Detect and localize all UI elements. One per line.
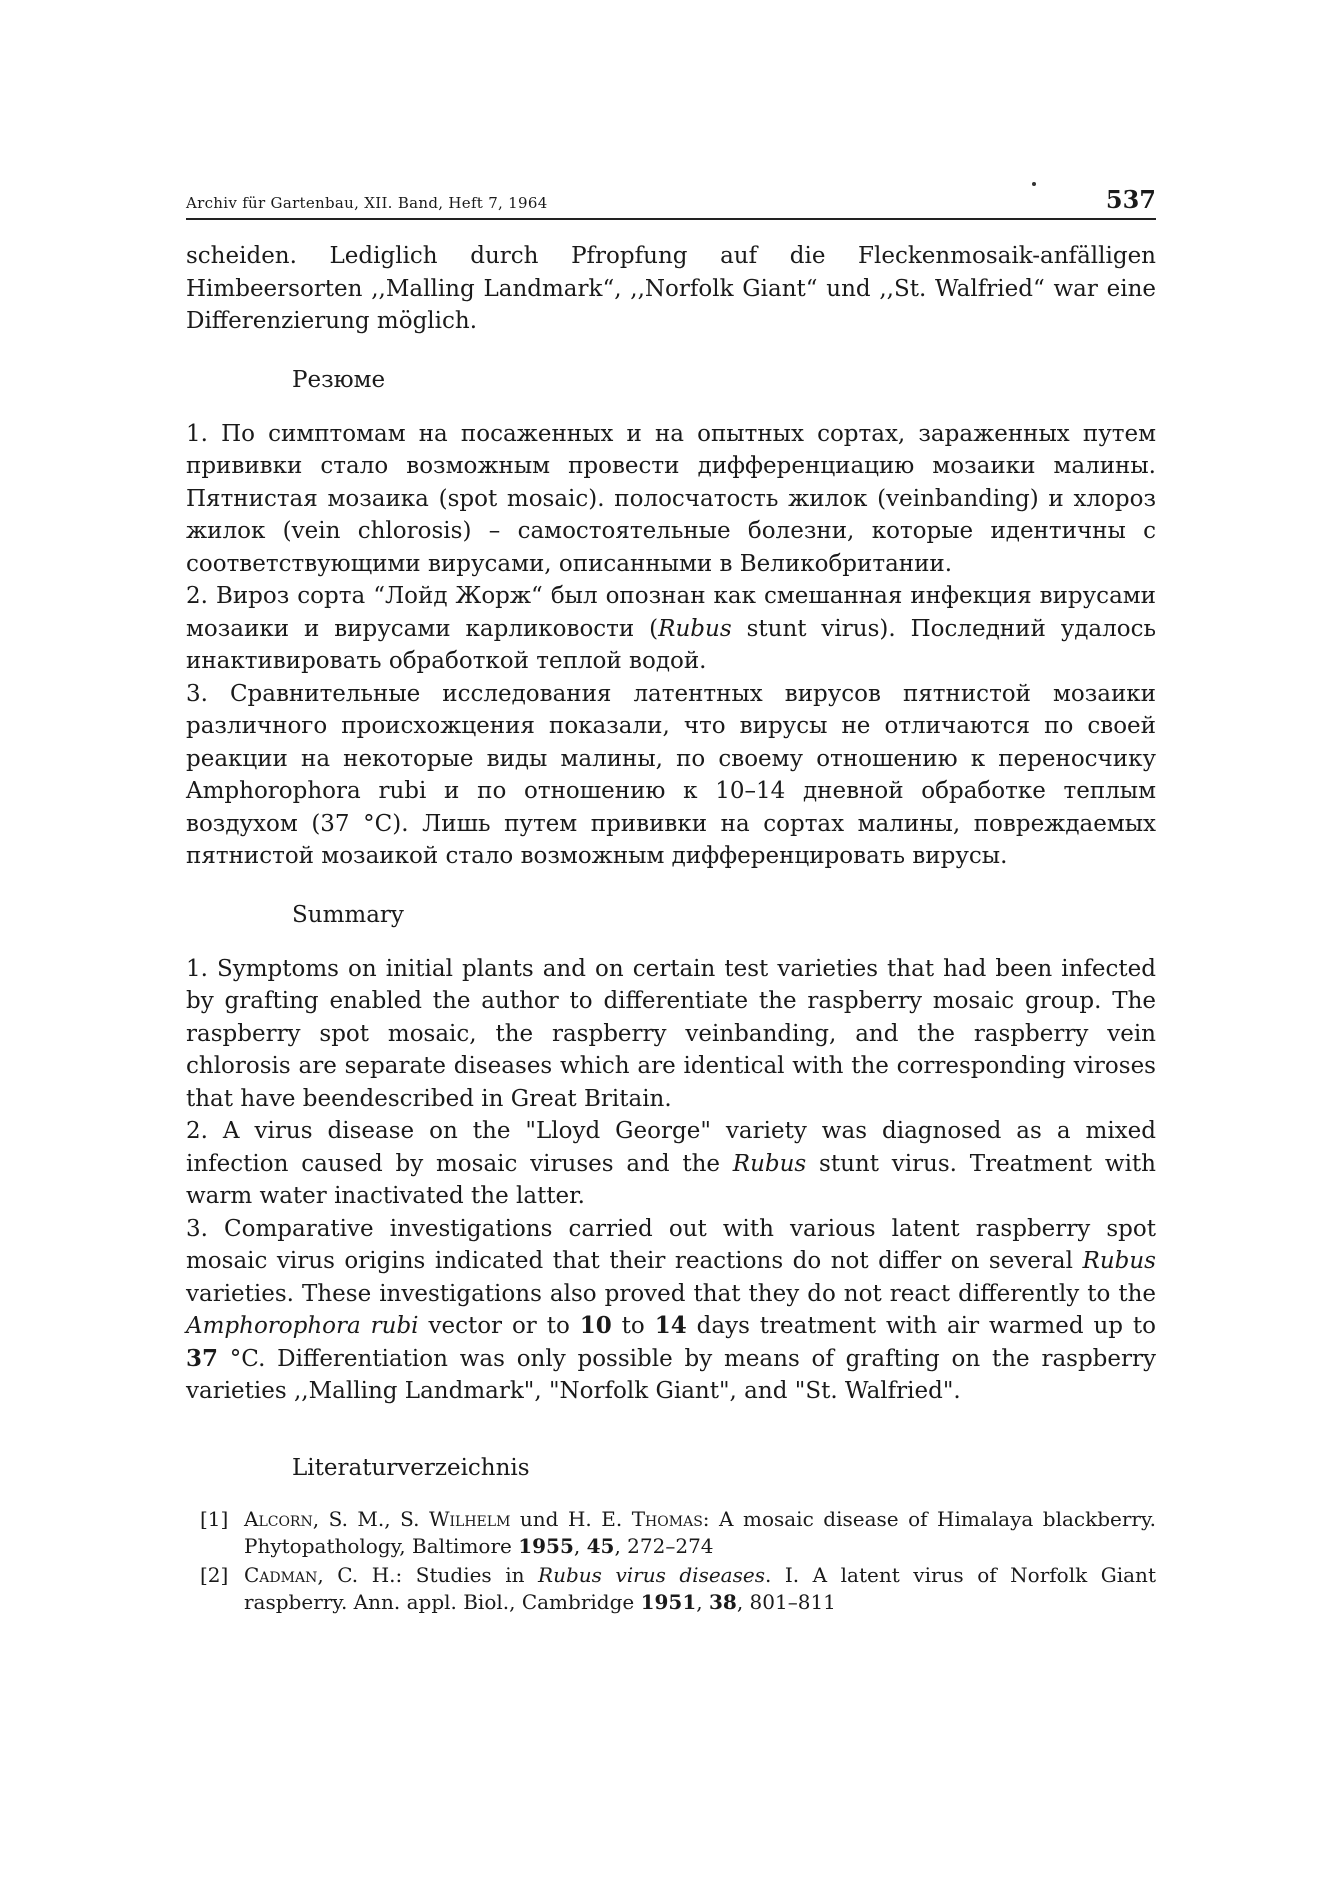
reference-number: [2] [200,1562,229,1587]
resume-p2-text-a: 2. Вироз сорта “Лойд Жорж“ был опознан как смешанная инфекция вирусами мозаики и вирусами карликовости ( [186,583,1156,642]
reference-text-a: : Studies in [395,1562,539,1587]
reference-list [186,1506,1156,1616]
journal-reference: Archiv für Gartenbau, XII. Band, Heft 7, 1964 [186,194,548,212]
summary-paragraph-1: 1. Symptoms on initial plants and on certain test varieties that had been infected by grafting enabled the author to differentiate the raspberry mosaic group. The raspberry spot mosaic, the raspberry veinbanding, and the raspberry vein chlorosis are separate diseases which are identical with the corresponding viroses that have beendescribed in Great Britain. [186,955,1156,1112]
reference-pages: , 272–274 [614,1533,714,1558]
summary-p3-text-c: vector or to [418,1313,580,1339]
reference-text-b: . I. A latent virus of Norfolk Giant raspberry. Ann. appl. Biol., Cambridge [244,1562,1156,1614]
summary-p3-bold-3: 37 [186,1344,219,1372]
summary-p3-bold-2: 14 [654,1312,687,1339]
reference-number: [1] [200,1506,229,1531]
reference-volume: 45 [586,1533,615,1558]
summary-p3-text-a: 3. Comparative investigations carried out with various latent raspberry spot mosaic virus origins indicated that their reactions do not differ on several [186,1215,1156,1274]
resume-paragraph-1: 1. По симптомам на посаженных и на опытных сортах, зараженных путем прививки стало возможным провести дифференциацию мозаики малины. Пятнистая мозаика (spot mosaic). полосчатость жилок (veinbanding) и хлороз жилок (vein chlorosis) – самостоятельные болезни, которые идентичны с соответствующими вирусами, описанными в Великобритании. [186,420,1156,577]
reference-year: 1955 [518,1533,574,1558]
summary-p2-text-a: 2. A virus disease on the "Lloyd George" variety was diagnosed as a mixed infection caused by mosaic viruses and the [186,1118,1156,1177]
summary-p3-italic-2: Amphorophora rubi [186,1313,419,1339]
spacer [186,1408,1156,1452]
resume-heading: Резюме [292,366,386,393]
reference-author: Cadman, C. H. [244,1562,396,1587]
resume-paragraph-3: 3. Сравнительные исследования латентных вирусов пятнистой мозаики различного происхожцения показали, что вирусы не отличаются по своей реакции на некоторые виды малины, по своему отношению к переносчику Amphorophora rubi и по отношению к 10–14 дневной обработке теплым воздухом (37 °C). Лишь путем прививки на сортах малины, повреждаемых пятнистой мозаикой стало возможным дифференцировать вирусы. [186,680,1156,869]
reference-item-2 [186,1562,1156,1616]
summary-heading: Summary [292,901,404,928]
literature-heading: Literaturverzeichnis [292,1454,530,1481]
page [186,182,1156,1618]
summary-paragraph-2 [186,1115,1156,1213]
summary-p3-italic-1: Rubus [1082,1248,1156,1274]
summary-p3-bold-1: 10 [579,1312,612,1339]
reference-text: : A mosaic disease of Himalaya blackberry. Phytopathology, Baltimore [244,1506,1156,1558]
running-header [186,182,1156,220]
reference-year: 1951 [640,1589,697,1614]
summary-p3-text-f: °C. Differentiation was only possible by means of grafting on the raspberry varieties ,,Malling Landmark", "Norfolk Giant", and "St. Walfried". [186,1345,1156,1404]
summary-p3-text-d: to [611,1313,655,1339]
header-dot [1032,182,1036,186]
page-number: 537 [1105,185,1156,214]
resume-paragraph-2 [186,580,1156,678]
summary-p2-text-b: stunt virus. Treatment with warm water inactivated the latter. [186,1150,1156,1209]
reference-italic-title: Rubus virus diseases [538,1562,765,1587]
reference-separator: , [696,1589,709,1614]
reference-separator: , [573,1533,587,1558]
summary-p3-text-b: varieties. These investigations also proved that they do not react differently to the [186,1280,1156,1307]
reference-connector: und [510,1506,568,1531]
reference-item-1 [186,1506,1156,1560]
resume-p2-italic: Rubus [658,615,732,642]
reference-author-2: H. E. Thomas [567,1506,703,1531]
intro-paragraph: scheiden. Lediglich durch Pfropfung auf die Fleckenmosaik-anfälligen Himbeersorten ,,Malling Landmark“, ,,Norfolk Giant“ und ,,St. Walfried“ war eine Differenzierung möglich. [186,243,1156,334]
resume-p2-text-b: stunt virus). Последний удалось инактивировать обработкой теплой водой. [186,615,1156,674]
summary-p3-text-e: days treatment with air warmed up to [686,1313,1157,1339]
reference-volume: 38 [708,1589,737,1614]
reference-pages: , 801–811 [736,1589,836,1614]
summary-paragraph-3 [186,1213,1156,1408]
reference-author: Alcorn, S. M., S. Wilhelm [244,1506,511,1531]
summary-p2-italic: Rubus [732,1150,807,1177]
